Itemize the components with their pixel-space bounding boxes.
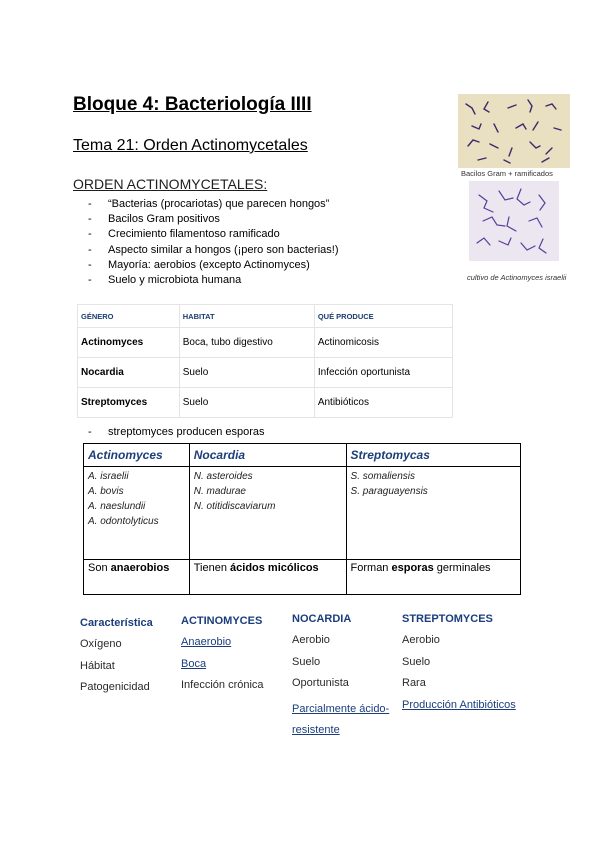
list-item: - “Bacterias (procariotas) que parecen hongos”: [88, 197, 339, 212]
column-header: Actinomyces: [84, 444, 190, 467]
species-cell: [346, 467, 520, 560]
column-header: Característica: [80, 617, 153, 629]
row-label: Oxígeno: [80, 638, 122, 650]
table-row: [78, 358, 453, 388]
list-item: - Aspecto similar a hongos (¡pero son bacterias!): [88, 243, 339, 258]
species-name: A. odontolyticus: [88, 516, 159, 527]
page-title: Bloque 4: Bacteriología IIII: [73, 94, 312, 115]
list-item: - Bacilos Gram positivos: [88, 212, 339, 227]
species-cell: [84, 467, 190, 560]
grid-cell: Oportunista: [292, 677, 349, 689]
grid-cell: Suelo: [292, 655, 321, 668]
note-list: [88, 425, 265, 440]
grid-link[interactable]: Boca: [181, 657, 207, 670]
feature-keyword: esporas: [391, 562, 434, 574]
table-cell: Streptomyces: [78, 388, 180, 418]
list-item: - streptomyces producen esporas: [88, 425, 265, 440]
table-cell: Nocardia: [78, 358, 180, 388]
column-header: ACTINOMYCES: [181, 615, 263, 627]
column-header: Streptomycas: [346, 444, 520, 467]
section-heading: ORDEN ACTINOMYCETALES:: [73, 176, 268, 192]
column-header: QUÉ PRODUCE: [314, 305, 452, 328]
topic-heading: Tema 21: Orden Actinomycetales: [73, 137, 308, 154]
characteristics-list: [88, 197, 339, 288]
column-header: STREPTOMYCES: [402, 613, 493, 625]
species-name: A. naeslundii: [88, 501, 146, 512]
species-name: A. israelii: [88, 471, 129, 482]
column-header: NOCARDIA: [292, 613, 352, 625]
list-item: - Suelo y microbiota humana: [88, 273, 339, 288]
feature-cell: [189, 560, 346, 595]
feature-keyword: anaerobios: [110, 562, 170, 574]
row-label: Hábitat: [80, 659, 115, 672]
feature-text: Tienen: [193, 562, 231, 574]
grid-streptomyces-column: [402, 613, 532, 720]
species-name: N. madurae: [193, 486, 246, 497]
table-cell: Actinomyces: [78, 328, 180, 358]
grid-nocardia-column: [292, 613, 392, 741]
table-row: [78, 388, 453, 418]
table-cell: Boca, tubo digestivo: [179, 328, 314, 358]
table-cell: Infección oportunista: [314, 358, 452, 388]
list-item: - Mayoría: aerobios (excepto Actinomyces): [88, 258, 339, 273]
feature-cell: [346, 560, 520, 595]
table-row: [84, 560, 521, 595]
feature-text: Forman: [350, 562, 392, 574]
list-item: - Crecimiento filamentoso ramificado: [88, 227, 339, 242]
grid-link[interactable]: Parcialmente ácido-resistente: [292, 702, 390, 736]
species-name: N. otitidiscaviarum: [193, 501, 276, 512]
genus-summary-table: [77, 304, 453, 418]
table-cell: Actinomicosis: [314, 328, 452, 358]
species-name: S. paraguayensis: [350, 486, 428, 497]
table-header-row: [78, 305, 453, 328]
species-name: S. somaliensis: [350, 471, 415, 482]
grid-cell: Aerobio: [402, 634, 440, 646]
table-cell: Suelo: [179, 388, 314, 418]
species-name: A. bovis: [88, 486, 124, 497]
table-cell: Antibióticos: [314, 388, 452, 418]
grid-link[interactable]: Producción Antibióticos: [402, 698, 516, 711]
grid-cell: Infección crónica: [181, 679, 264, 691]
column-header: Nocardia: [189, 444, 346, 467]
grid-cell: Rara: [402, 677, 426, 689]
species-name: N. asteroides: [193, 471, 253, 482]
image-caption: cultivo de Actinomyces israelii: [467, 273, 567, 282]
feature-cell: [84, 560, 190, 595]
feature-text: germinales: [433, 562, 491, 574]
row-label: Patogenicidad: [80, 681, 150, 693]
grid-actinomyces-column: [181, 615, 281, 701]
table-header-row: [84, 444, 521, 467]
species-cell: [189, 467, 346, 560]
gram-stain-micrograph: [458, 94, 570, 168]
image-caption: Bacilos Gram + ramificados: [461, 169, 553, 178]
grid-cell: Suelo: [402, 655, 431, 668]
table-row: [84, 467, 521, 560]
feature-keyword: ácidos micólicos: [230, 562, 319, 574]
grid-cell: Aerobio: [292, 634, 330, 646]
species-table: [83, 443, 521, 595]
table-row: [78, 328, 453, 358]
column-header: HABITAT: [179, 305, 314, 328]
grid-link[interactable]: Anaerobio: [181, 636, 232, 648]
culture-micrograph: [469, 181, 559, 261]
grid-label-column: [80, 617, 180, 703]
column-header: GÉNERO: [78, 305, 180, 328]
feature-text: Son: [88, 562, 111, 574]
table-cell: Suelo: [179, 358, 314, 388]
